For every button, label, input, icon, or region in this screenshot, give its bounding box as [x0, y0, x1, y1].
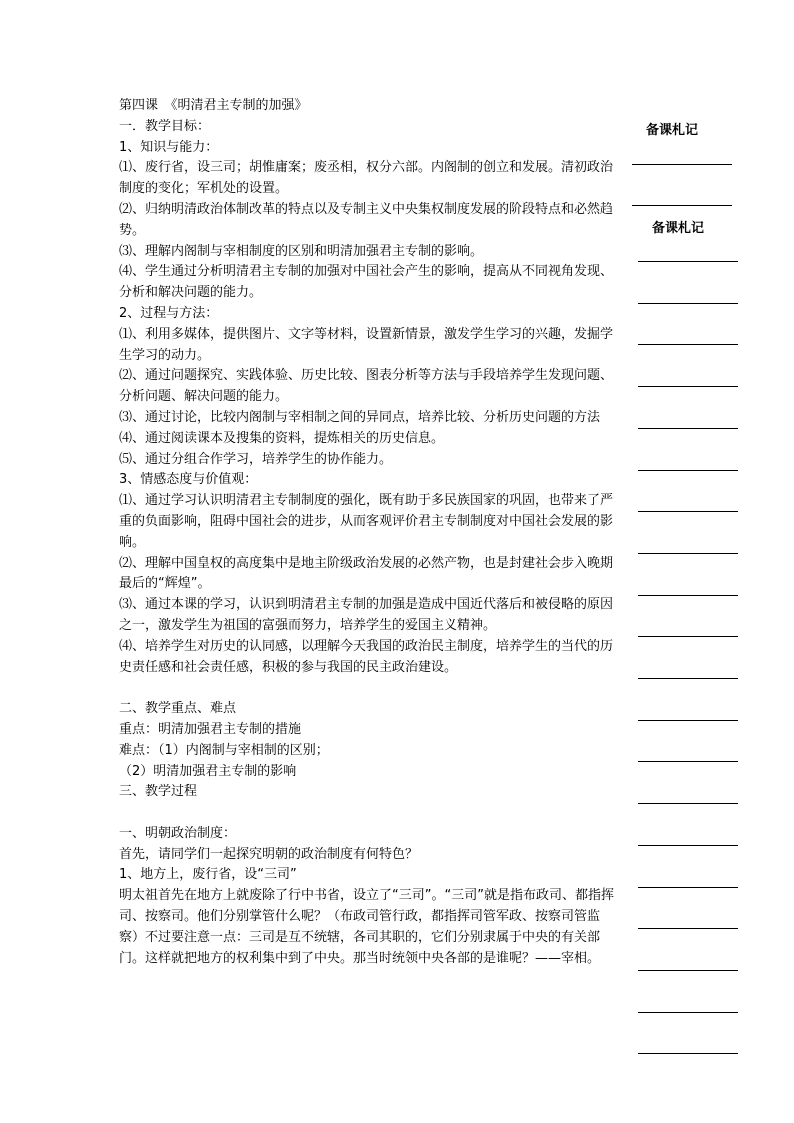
- paragraph: 明太祖首先在地方上就废除了行中书省，设立了“三司”。“三司”就是指布政司、都指挥司、按察司。他们分别掌管什么呢？（布政司管行政，都指挥司管军政、按察司管监察）不过要注意一点：三司是互不统辖，各司其职的，它们分别隶属于中央的有关部门。这样就把地方的权利集中到了中央。那当时统领中央各部的是谁呢？——宰相。: [119, 888, 614, 966]
- notes-line: [638, 928, 738, 929]
- paragraph: （2）明清加强君主专制的影响: [119, 763, 297, 779]
- notes-line: [632, 205, 732, 206]
- paragraph: ⑶、通过讨论，比较内阁制与宰相制之间的异同点，培养比较、分析历史问题的方法: [119, 409, 601, 425]
- paragraph: [119, 803, 619, 824]
- paragraph: 1、知识与能力：: [119, 139, 219, 155]
- notes-heading: 备课札记: [646, 123, 699, 138]
- paragraph: ⑷、通过阅读课本及搜集的资料，提炼相关的历史信息。: [119, 430, 445, 446]
- notes-heading: 备课札记: [652, 221, 705, 236]
- paragraph: 二、教学重点、难点: [119, 701, 237, 717]
- notes-line: [638, 511, 738, 512]
- paragraph: ⑷、学生通过分析明清君主专制的加强对中国社会产生的影响，提高从不同视角发现、分析和解决问题的能力。: [119, 264, 614, 301]
- notes-line: [638, 845, 738, 846]
- notes-line: [638, 386, 738, 387]
- paragraph: ⑵、通过问题探究、实践体验、历史比较、图表分析等方法与手段培养学生发现问题、分析问题、解决问题的能力。: [119, 368, 614, 405]
- paragraph: ⑷、培养学生对历史的认同感，以理解今天我国的政治民主制度，培养学生的当代的历史责任感和社会责任感，积极的参与我国的民主政治建设。: [119, 638, 614, 675]
- paragraph: 1、地方上，废行省，设“三司”: [119, 867, 297, 883]
- notes-line: [638, 636, 738, 637]
- paragraph: ⑵、理解中国皇权的高度集中是地主阶级政治发展的必然产物，也是封建社会步入晚期最后的“辉煌”。: [119, 555, 614, 592]
- paragraph: ⑶、通过本课的学习，认识到明清君主专制的加强是造成中国近代落后和被侵略的原因之一，激发学生为祖国的富强而努力，培养学生的爱国主义精神。: [119, 597, 614, 633]
- notes-line: [638, 803, 738, 804]
- notes-line: [638, 887, 738, 888]
- paragraph: 首先，请同学们一起探究明朝的政治制度有何特色？: [119, 846, 419, 862]
- notes-line: [638, 595, 738, 596]
- notes-line: [638, 344, 738, 345]
- paragraph: ⑸、通过分组合作学习，培养学生的协作能力。: [119, 451, 393, 467]
- notes-line: [638, 1012, 738, 1013]
- lesson-title: 第四课 《明清君主专制的加强》: [119, 98, 308, 113]
- paragraph: 一、明朝政治制度：: [119, 825, 237, 841]
- notes-line: [638, 261, 738, 262]
- lesson-body: [119, 96, 619, 969]
- paragraph: ⑴、利用多媒体，提供图片、文字等材料，设置新情景，激发学生学习的兴趣，发掘学生学习的动力。: [119, 326, 614, 363]
- paragraph-list: [119, 117, 619, 970]
- paragraph: 重点：明清加强君主专制的措施: [119, 721, 302, 737]
- paragraph: 难点：（1）内阁制与宰相制的区别；: [119, 742, 329, 758]
- paragraph: ⑴、废行省，设三司；胡惟庸案；废丞相，权分六部。内阁制的创立和发展。清初政治制度的变化；军机处的设置。: [119, 160, 614, 197]
- paragraph: ⑵、归纳明清政治体制改革的特点以及专制主义中央集权制度发展的阶段特点和必然趋势。: [119, 201, 614, 238]
- paragraph: ⑴、通过学习认识明清君主专制制度的强化，既有助于多民族国家的巩固，也带来了严重的负面影响，阻碍中国社会的进步，从而客观评价君主专制制度对中国社会发展的影响。: [119, 493, 614, 550]
- notes-line: [638, 303, 738, 304]
- notes-line: [638, 678, 738, 679]
- paragraph: [119, 678, 619, 699]
- notes-line: [638, 470, 738, 471]
- notes-line: [638, 761, 738, 762]
- paragraph: 3、情感态度与价值观：: [119, 472, 258, 488]
- paragraph: 三、教学过程: [119, 784, 198, 800]
- notes-line: [638, 720, 738, 721]
- notes-line: [632, 164, 732, 165]
- paragraph: ⑶、理解内阁制与宰相制度的区别和明清加强君主专制的影响。: [119, 243, 484, 259]
- paragraph: 一．教学目标：: [119, 118, 211, 134]
- notes-line: [638, 428, 738, 429]
- notes-line: [638, 970, 738, 971]
- notes-line: [638, 1053, 738, 1054]
- notes-line: [638, 553, 738, 554]
- paragraph: 2、过程与方法：: [119, 305, 219, 321]
